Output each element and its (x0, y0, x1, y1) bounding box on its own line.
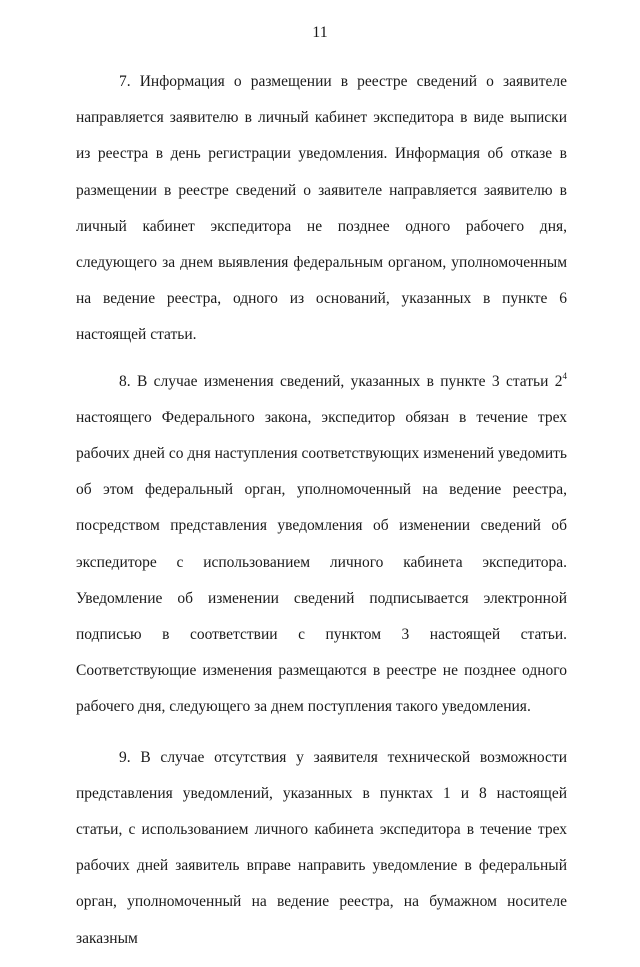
document-body (76, 64, 567, 967)
paragraph-8-text-end: настоящего Федерального закона, экспедитор обязан в течение трех рабочих дней со дня наступления соответствующих изменений уведомить об этом федеральный орган, уполномоченный на ведение реестра, посредством представления уведомления об изменении сведений об экспедиторе с использованием личного кабинета экспедитора. Уведомление об изменении сведений подписывается электронной подписью в соответствии с пунктом 3 настоящей статьи. Соответствующие изменения размещаются в реестре не позднее одного рабочего дня, следующего за днем поступления такого уведомления. (76, 408, 567, 716)
page-number: 11 (312, 24, 328, 41)
paragraph-9: 9. В случае отсутствия у заявителя технической возможности представления уведомлений, указанных в пунктах 1 и 8 настоящей статьи, с использованием личного кабинета экспедитора в течение трех рабочих дней заявитель вправе направить уведомление в федеральный орган, уполномоченный на ведение реестра, на бумажном носителе заказным (76, 748, 567, 947)
paragraph-7: 7. Информация о размещении в реестре сведений о заявителе направляется заявителю в личный кабинет экспедитора в виде выписки из реестра в день регистрации уведомления. Информация об отказе в размещении в реестре сведений о заявителе направляется заявителю в личный кабинет экспедитора не позднее одного рабочего дня, следующего за днем выявления федеральным органом, уполномоченным на ведение реестра, одного из оснований, указанных в пункте 6 настоящей статьи. (76, 73, 567, 344)
article-superscript: 4 (562, 370, 567, 381)
paragraph-8 (76, 364, 567, 726)
paragraph-8-text-start: 8. В случае изменения сведений, указанных в пункте 3 статьи 2 (119, 372, 563, 390)
